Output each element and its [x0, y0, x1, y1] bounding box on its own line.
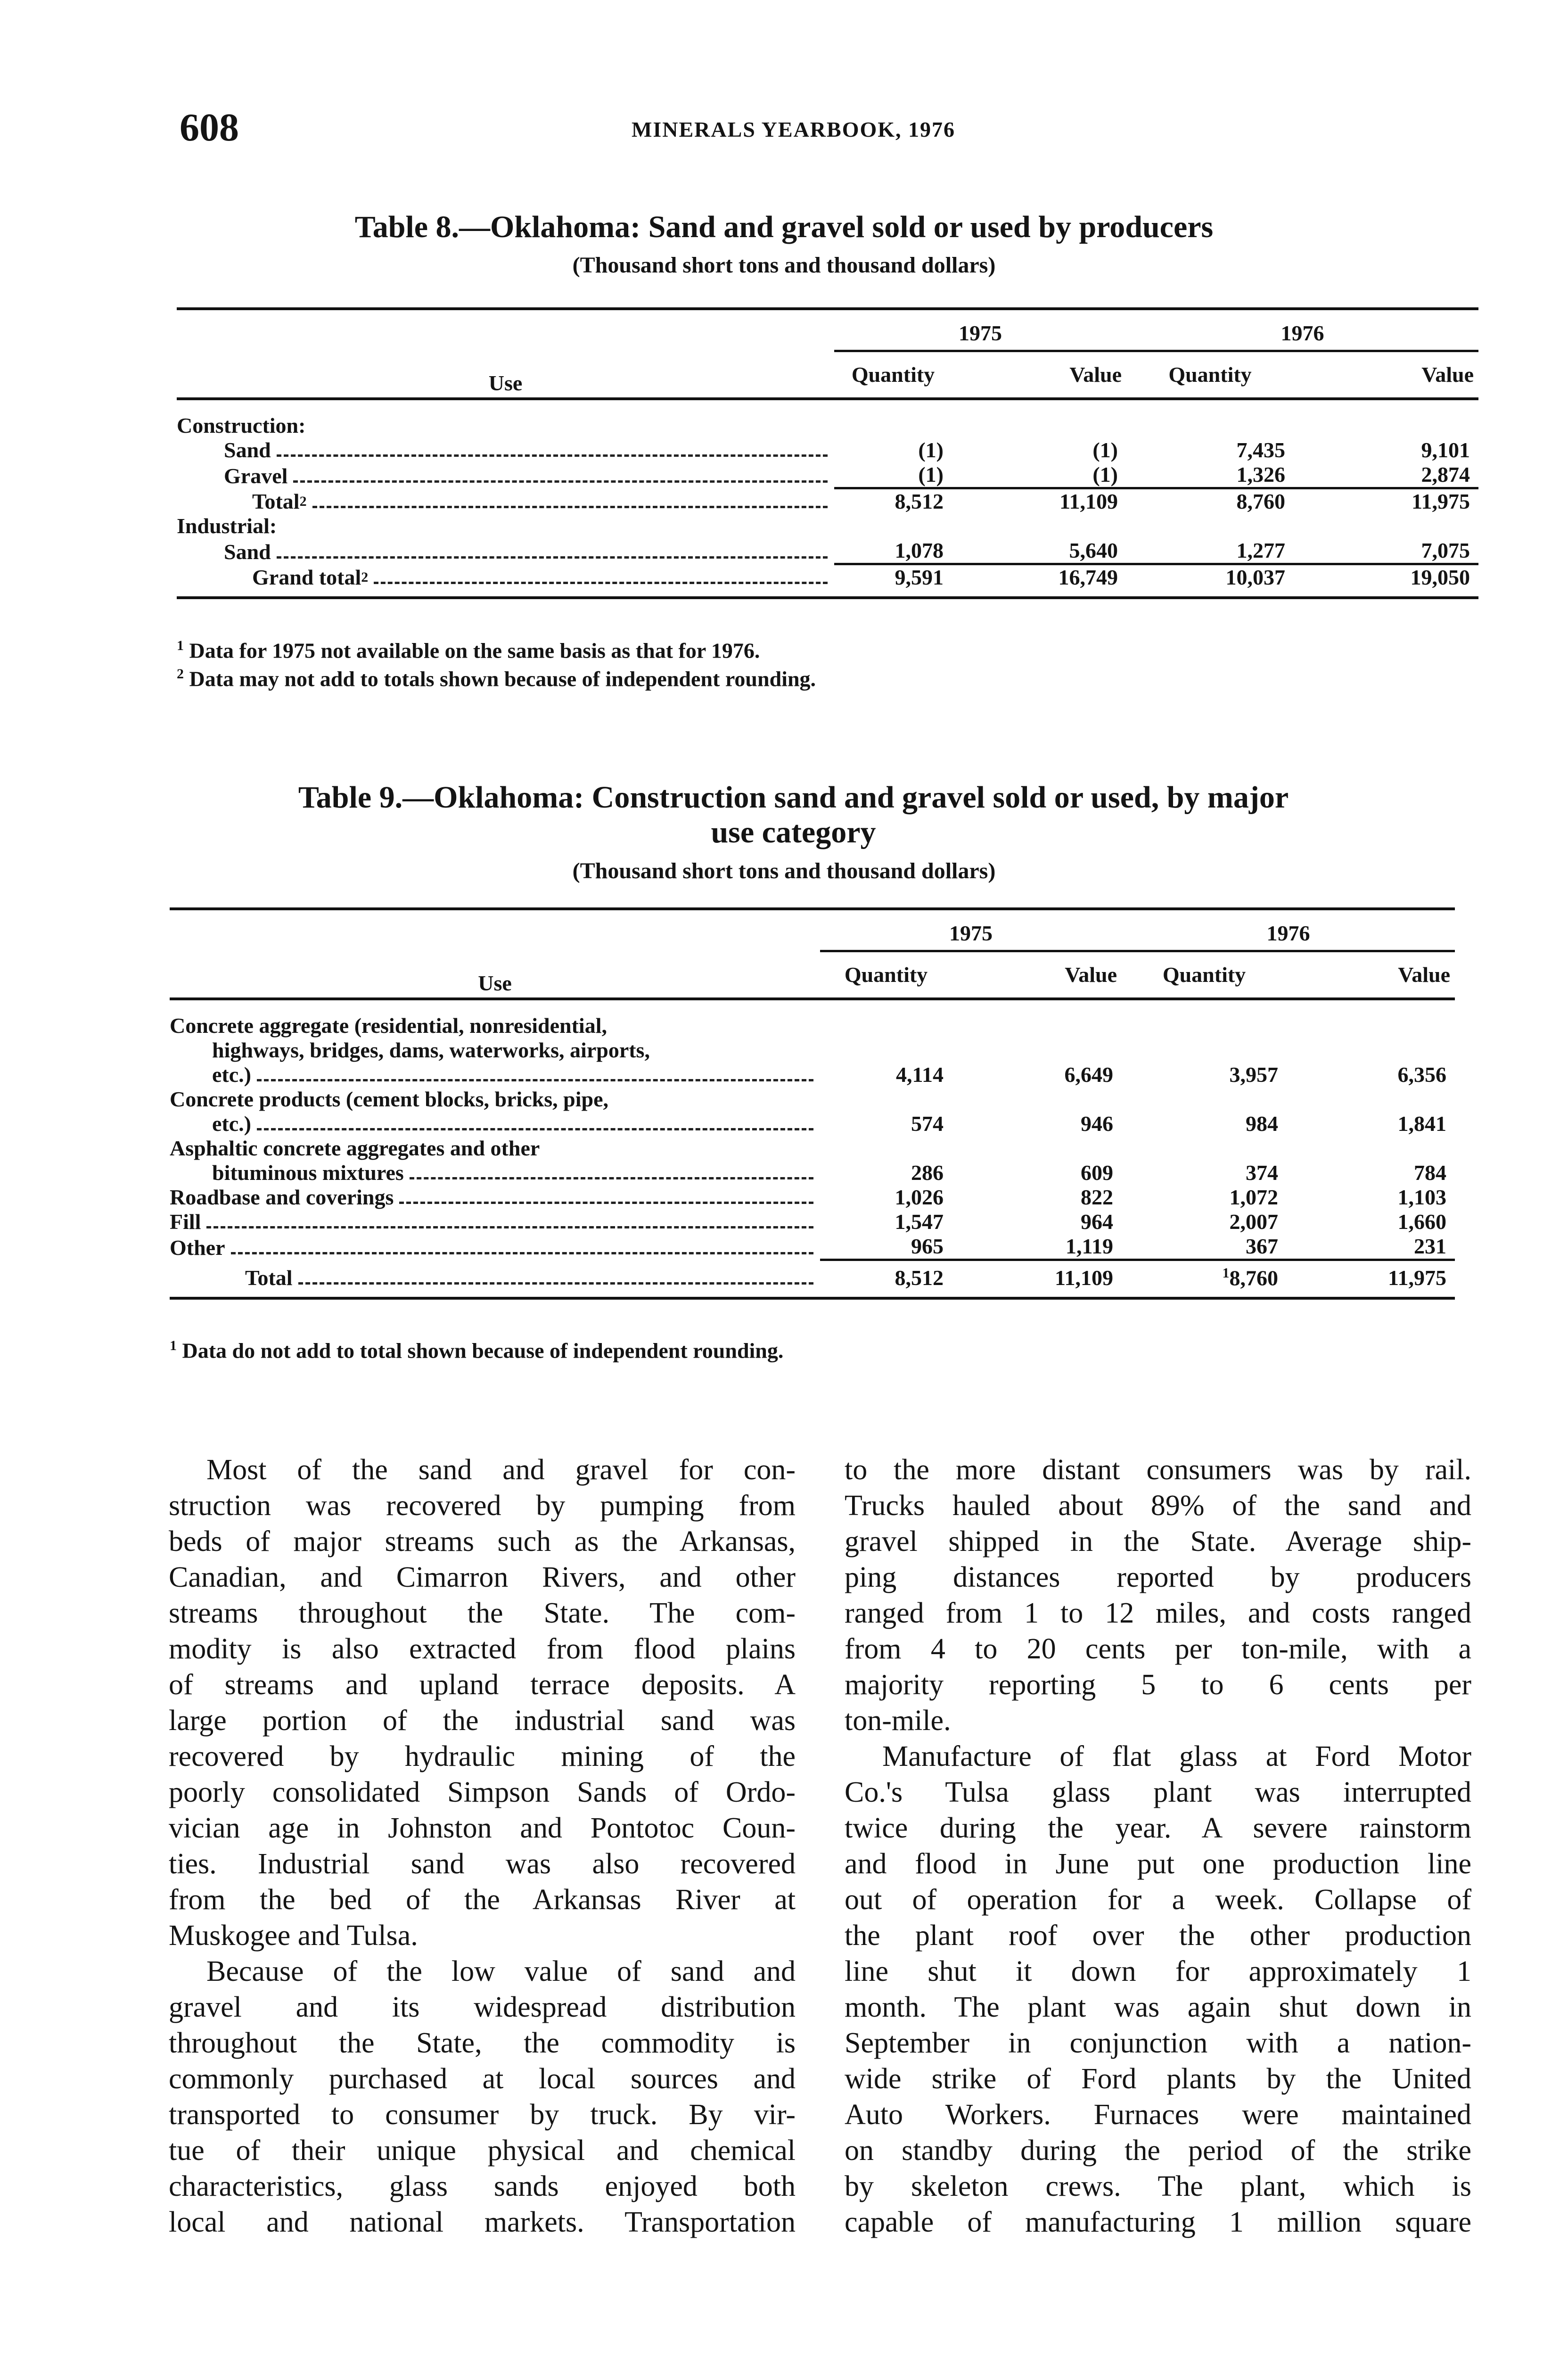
row-label [170, 1087, 820, 1136]
text-line: from 4 to 20 cents per ton-mile, with a [845, 1633, 1471, 1665]
text-line: large portion of the industrial sand was [169, 1705, 796, 1737]
cell-value-text: (1) [1092, 438, 1118, 462]
cell-value [1126, 413, 1294, 438]
paragraph [845, 1739, 1471, 2240]
cell-value [1287, 1136, 1455, 1185]
row-label-text: Fill [170, 1210, 201, 1234]
text-line: month. The plant was again shut down in [845, 1991, 1471, 2023]
row-label-text: etc.) [212, 1063, 251, 1087]
row-label-line [170, 1087, 820, 1112]
cell-value-text: 231 [1414, 1234, 1446, 1258]
row-label-line [170, 1014, 820, 1038]
cell-value-text: 784 [1414, 1161, 1446, 1185]
row-label-line [170, 1161, 820, 1185]
text-line: gravel and its widespread distribution [169, 1991, 796, 2023]
cell-value-text: 3,957 [1229, 1063, 1278, 1087]
year-header: 1976 [1122, 909, 1455, 951]
row-label-line [170, 1112, 820, 1136]
text-line: tue of their unique physical and chemical [169, 2134, 796, 2167]
cell-value-text: 609 [1081, 1161, 1113, 1185]
cell-value [1126, 488, 1294, 514]
cell-value [1294, 462, 1478, 488]
cell-value-text: 19,050 [1410, 565, 1470, 589]
footnote-marker: 2 [177, 666, 184, 682]
row-label-line [170, 1236, 820, 1260]
cell-value-text: 1,026 [895, 1185, 944, 1209]
footnote-marker: 1 [170, 1338, 177, 1353]
cell-value [834, 438, 952, 462]
text-line: characteristics, glass sands enjoyed both [169, 2170, 796, 2202]
text-line: recovered by hydraulic mining of the [169, 1740, 796, 1772]
row-label-text: Industrial: [177, 514, 277, 538]
text-line: throughout the State, the commodity is [169, 2027, 796, 2059]
cell-value [834, 488, 952, 514]
cell-value-text: 11,975 [1388, 1266, 1446, 1290]
table9-title-line: use category [711, 815, 876, 849]
table-row [177, 488, 1478, 514]
row-label-line [170, 1185, 820, 1210]
table8-subtitle: (Thousand short tons and thousand dollars) [572, 253, 996, 278]
cell-value [1294, 438, 1478, 462]
cell-value-text: 11,975 [1412, 489, 1470, 513]
year-header: 1975 [820, 909, 1122, 951]
row-label-text: Total [245, 1266, 293, 1290]
row-label [177, 538, 834, 564]
column-header: Value [1398, 963, 1450, 987]
cell-value-text: 1,841 [1397, 1112, 1446, 1136]
row-label-text: Construction: [177, 413, 306, 437]
cell-value [1294, 413, 1478, 438]
table-row [170, 1185, 1455, 1210]
row-label-line [177, 514, 834, 538]
cell-value [1287, 1234, 1455, 1260]
cell-value-text: 8,760 [1229, 1266, 1278, 1290]
row-label-line [170, 1038, 820, 1063]
footnote-marker: 1 [177, 638, 184, 653]
row-label-text: Sand [224, 438, 271, 462]
cell-value-text: 9,101 [1421, 438, 1470, 462]
row-label-text: Roadbase and coverings [170, 1185, 394, 1209]
cell-value-text: 965 [911, 1234, 944, 1258]
table-row [177, 438, 1478, 462]
row-label-text: Total [252, 489, 300, 513]
row-label-line [177, 464, 834, 488]
cell-value [820, 1210, 952, 1234]
text-line: commonly purchased at local sources and [169, 2063, 796, 2095]
cell-value-text: 7,075 [1421, 538, 1470, 562]
text-line: capable of manufacturing 1 million square [845, 2206, 1471, 2238]
cell-value-text: 11,109 [1055, 1266, 1113, 1290]
row-label-text: Concrete products (cement blocks, bricks, pipe, [170, 1087, 609, 1111]
body-left-column [169, 1452, 796, 2240]
text-line: Canadian, and Cimarron Rivers, and other [169, 1561, 796, 1593]
cell-value [820, 1260, 952, 1291]
table8-title: Table 8.—Oklahoma: Sand and gravel sold or used by producers [354, 210, 1214, 244]
text-line: transported to consumer by truck. By vir- [169, 2099, 796, 2131]
dot-leader [277, 454, 828, 457]
text-line: beds of major streams such as the Arkansas, [169, 1525, 796, 1558]
row-label [170, 1014, 820, 1087]
column-header: Quantity [1168, 363, 1252, 387]
cell-value-text: (1) [1092, 462, 1118, 486]
cell-value-text: 1,660 [1397, 1210, 1446, 1234]
text-line: out of operation for a week. Collapse of [845, 1884, 1471, 1916]
cell-value-text: 946 [1081, 1112, 1113, 1136]
cell-value [952, 1087, 1122, 1136]
cell-value [834, 564, 952, 590]
cell-value [952, 413, 1126, 438]
cell-value-text: 374 [1246, 1161, 1278, 1185]
cell-value-text: 6,356 [1397, 1063, 1446, 1087]
cell-value-text: 1,119 [1066, 1234, 1113, 1258]
row-label [177, 488, 834, 514]
row-label [177, 514, 834, 538]
footnote-marker: 2 [361, 569, 369, 585]
cell-value-text: 1,078 [895, 538, 944, 562]
text-line: ties. Industrial sand was also recovered [169, 1848, 796, 1880]
table-row [177, 413, 1478, 438]
text-line: gravel shipped in the State. Average ship- [845, 1525, 1471, 1558]
table9 [170, 907, 1455, 1300]
row-label [170, 1136, 820, 1185]
footnote [177, 662, 816, 691]
row-label-line [177, 489, 834, 514]
text-line: the plant roof over the other production [845, 1920, 1471, 1952]
column-header: Quantity [844, 963, 928, 987]
table-row [170, 1260, 1455, 1291]
year-header: 1976 [1126, 309, 1478, 351]
row-label-line [177, 540, 834, 564]
cell-value [834, 514, 952, 538]
table8 [177, 307, 1478, 599]
cell-value [952, 538, 1126, 564]
cell-value [1122, 1185, 1287, 1210]
text-line: Muskogee and Tulsa. [169, 1920, 418, 1952]
footnote-text: Data may not add to totals shown because of independent rounding. [189, 667, 816, 691]
footnote-marker: 2 [299, 494, 307, 509]
cell-value [834, 462, 952, 488]
cell-value [820, 1185, 952, 1210]
dot-leader [374, 582, 828, 584]
cell-value-text: 5,640 [1069, 538, 1118, 562]
row-label [170, 1234, 820, 1260]
cell-value [820, 1087, 952, 1136]
row-label-text: bituminous mixtures [212, 1161, 404, 1185]
text-line: September in conjunction with a nation- [845, 2027, 1471, 2059]
paragraph [169, 1452, 796, 1953]
text-line: Manufacture of flat glass at Ford Motor [882, 1740, 1471, 1772]
column-header: Value [1069, 363, 1122, 387]
text-line: ranged from 1 to 12 miles, and costs ranged [845, 1597, 1471, 1629]
cell-value [1294, 564, 1478, 590]
table-row [177, 462, 1478, 488]
cell-value [1126, 564, 1294, 590]
cell-value-text: 1,547 [895, 1210, 944, 1234]
cell-value-text: 9,591 [895, 565, 944, 589]
text-line: line shut it down for approximately 1 [845, 1955, 1471, 1987]
footnote-marker: 1 [1222, 1265, 1230, 1281]
row-label [177, 462, 834, 488]
row-label-line [177, 565, 834, 590]
cell-value-text: 8,760 [1236, 489, 1285, 513]
cell-value-text: 2,007 [1229, 1210, 1278, 1234]
body-right-column [845, 1452, 1471, 2240]
cell-value [1126, 514, 1294, 538]
text-line: poorly consolidated Simpson Sands of Ordo- [169, 1776, 796, 1808]
row-label-text: Asphaltic concrete aggregates and other [170, 1136, 540, 1160]
table-row [170, 1136, 1455, 1185]
cell-value-text: 7,435 [1236, 438, 1285, 462]
cell-value [952, 1210, 1122, 1234]
text-line: ping distances reported by producers [845, 1561, 1471, 1593]
cell-value-text: 1,326 [1236, 462, 1285, 486]
cell-value [1294, 514, 1478, 538]
cell-value [952, 1136, 1122, 1185]
table-row [170, 1210, 1455, 1234]
cell-value-text: 1,277 [1236, 538, 1285, 562]
cell-value-text: (1) [918, 438, 944, 462]
dot-leader [298, 1282, 813, 1285]
cell-value [834, 413, 952, 438]
cell-value [1287, 1087, 1455, 1136]
text-line: from the bed of the Arkansas River at [169, 1884, 796, 1916]
table-row [177, 564, 1478, 590]
cell-value [952, 1234, 1122, 1260]
row-label [170, 1210, 820, 1234]
dot-leader [277, 556, 828, 559]
column-header: Quantity [1162, 963, 1246, 987]
table9-title [0, 780, 1568, 850]
row-label-line [170, 1266, 820, 1290]
cell-value-text: 16,749 [1058, 565, 1118, 589]
dot-leader [257, 1079, 813, 1081]
cell-value-text: 964 [1081, 1210, 1113, 1234]
text-line: wide strike of Ford plants by the United [845, 2063, 1471, 2095]
dot-leader [399, 1202, 813, 1204]
cell-value [820, 1136, 952, 1185]
row-label-line [170, 1063, 820, 1087]
text-line: twice during the year. A severe rainstorm [845, 1812, 1471, 1844]
cell-value [1122, 1260, 1287, 1291]
text-line: of streams and upland terrace deposits. A [169, 1669, 796, 1701]
dot-leader [206, 1226, 813, 1228]
text-line: majority reporting 5 to 6 cents per [845, 1669, 1471, 1701]
text-line: vician age in Johnston and Pontotoc Coun- [169, 1812, 796, 1844]
text-line: Trucks hauled about 89% of the sand and [845, 1490, 1471, 1522]
row-label-text: Concrete aggregate (residential, nonresidential, [170, 1014, 607, 1038]
cell-value [820, 1234, 952, 1260]
cell-value-text: 822 [1081, 1185, 1113, 1209]
row-label-line [177, 413, 834, 438]
column-header: Value [1421, 363, 1474, 387]
cell-value [1122, 1087, 1287, 1136]
cell-value-text: 286 [911, 1161, 944, 1185]
cell-value-text: 11,109 [1059, 489, 1118, 513]
text-line: and flood in June put one production line [845, 1848, 1471, 1880]
cell-value [1122, 1014, 1287, 1087]
dot-leader [312, 506, 828, 508]
row-label-line [177, 438, 834, 462]
row-label-text: highways, bridges, dams, waterworks, airports, [212, 1038, 650, 1062]
table-row [177, 514, 1478, 538]
table-row [170, 1087, 1455, 1136]
cell-value-text: (1) [918, 462, 944, 486]
cell-value [1287, 1260, 1455, 1291]
cell-value [952, 514, 1126, 538]
page-number: 608 [180, 106, 239, 149]
cell-value-text: 6,649 [1064, 1063, 1113, 1087]
dot-leader [231, 1252, 813, 1254]
text-line: to the more distant consumers was by rail. [845, 1454, 1471, 1486]
text-line: by skeleton crews. The plant, which is [845, 2170, 1471, 2202]
cell-value [1294, 488, 1478, 514]
cell-value [952, 1014, 1122, 1087]
text-line: on standby during the period of the strike [845, 2134, 1471, 2167]
table-row [177, 538, 1478, 564]
running-head: MINERALS YEARBOOK, 1976 [631, 117, 956, 141]
cell-value [952, 1185, 1122, 1210]
cell-value [1126, 538, 1294, 564]
row-label [177, 413, 834, 438]
cell-value [1126, 438, 1294, 462]
cell-value [1122, 1210, 1287, 1234]
dot-leader [257, 1128, 813, 1130]
cell-value-text: 1,072 [1229, 1185, 1278, 1209]
cell-value [952, 438, 1126, 462]
cell-value [952, 462, 1126, 488]
cell-value [952, 488, 1126, 514]
text-line: struction was recovered by pumping from [169, 1490, 796, 1522]
cell-value-text: 367 [1246, 1234, 1278, 1258]
text-line: Co.'s Tulsa glass plant was interrupted [845, 1776, 1471, 1808]
column-header: Quantity [851, 363, 935, 387]
cell-value-text: 10,037 [1225, 565, 1285, 589]
cell-value [1287, 1185, 1455, 1210]
footnote-text: Data do not add to total shown because of independent rounding. [182, 1338, 784, 1363]
table-row [170, 1014, 1455, 1087]
row-label [170, 1260, 820, 1291]
cell-value [1294, 538, 1478, 564]
table-row [170, 1234, 1455, 1260]
paragraph [169, 1953, 796, 2240]
cell-value [834, 538, 952, 564]
year-header: 1975 [834, 309, 1126, 351]
row-label-text: etc.) [212, 1112, 251, 1136]
cell-value-text: 8,512 [895, 1266, 944, 1290]
row-label-text: Grand total [252, 565, 361, 589]
table9-footnotes [170, 1334, 783, 1362]
footnote [177, 634, 816, 662]
row-label [170, 1185, 820, 1210]
paragraph [845, 1452, 1471, 1739]
row-label [177, 438, 834, 462]
row-label-text: Other [170, 1235, 225, 1260]
cell-value-text: 574 [911, 1112, 944, 1136]
cell-value-text: 1,103 [1397, 1185, 1446, 1209]
row-label-line [170, 1136, 820, 1161]
cell-value-text: 2,874 [1421, 462, 1470, 486]
text-line: ton-mile. [845, 1705, 951, 1737]
row-label [177, 564, 834, 590]
cell-value [952, 564, 1126, 590]
text-line: Auto Workers. Furnaces were maintained [845, 2099, 1471, 2131]
cell-value [1287, 1210, 1455, 1234]
cell-value [1122, 1234, 1287, 1260]
row-label-text: Sand [224, 539, 271, 564]
text-line: Most of the sand and gravel for con- [206, 1454, 796, 1486]
table9-subtitle: (Thousand short tons and thousand dollars) [572, 858, 996, 883]
text-line: streams throughout the State. The com- [169, 1597, 796, 1629]
row-label-line [170, 1210, 820, 1234]
text-line: modity is also extracted from flood plains [169, 1633, 796, 1665]
table8-footnotes [177, 634, 816, 691]
cell-value-text: 984 [1246, 1112, 1278, 1136]
cell-value-text: 8,512 [895, 489, 944, 513]
cell-value [1122, 1136, 1287, 1185]
column-header: Value [1065, 963, 1117, 987]
cell-value-text: 4,114 [896, 1063, 944, 1087]
use-header: Use [488, 371, 523, 395]
cell-value [820, 1014, 952, 1087]
table9-title-line: Table 9.—Oklahoma: Construction sand and gravel sold or used, by major [298, 780, 1289, 815]
cell-value [1287, 1014, 1455, 1087]
dot-leader [293, 480, 828, 483]
cell-value [952, 1260, 1122, 1291]
text-line: Because of the low value of sand and [206, 1955, 796, 1987]
footnote-text: Data for 1975 not available on the same basis as that for 1976. [189, 638, 760, 663]
dot-leader [410, 1177, 813, 1179]
row-label-text: Gravel [224, 463, 288, 488]
cell-value [1126, 462, 1294, 488]
use-header: Use [478, 971, 512, 995]
text-line: local and national markets. Transportation [169, 2206, 796, 2238]
footnote [170, 1334, 783, 1362]
